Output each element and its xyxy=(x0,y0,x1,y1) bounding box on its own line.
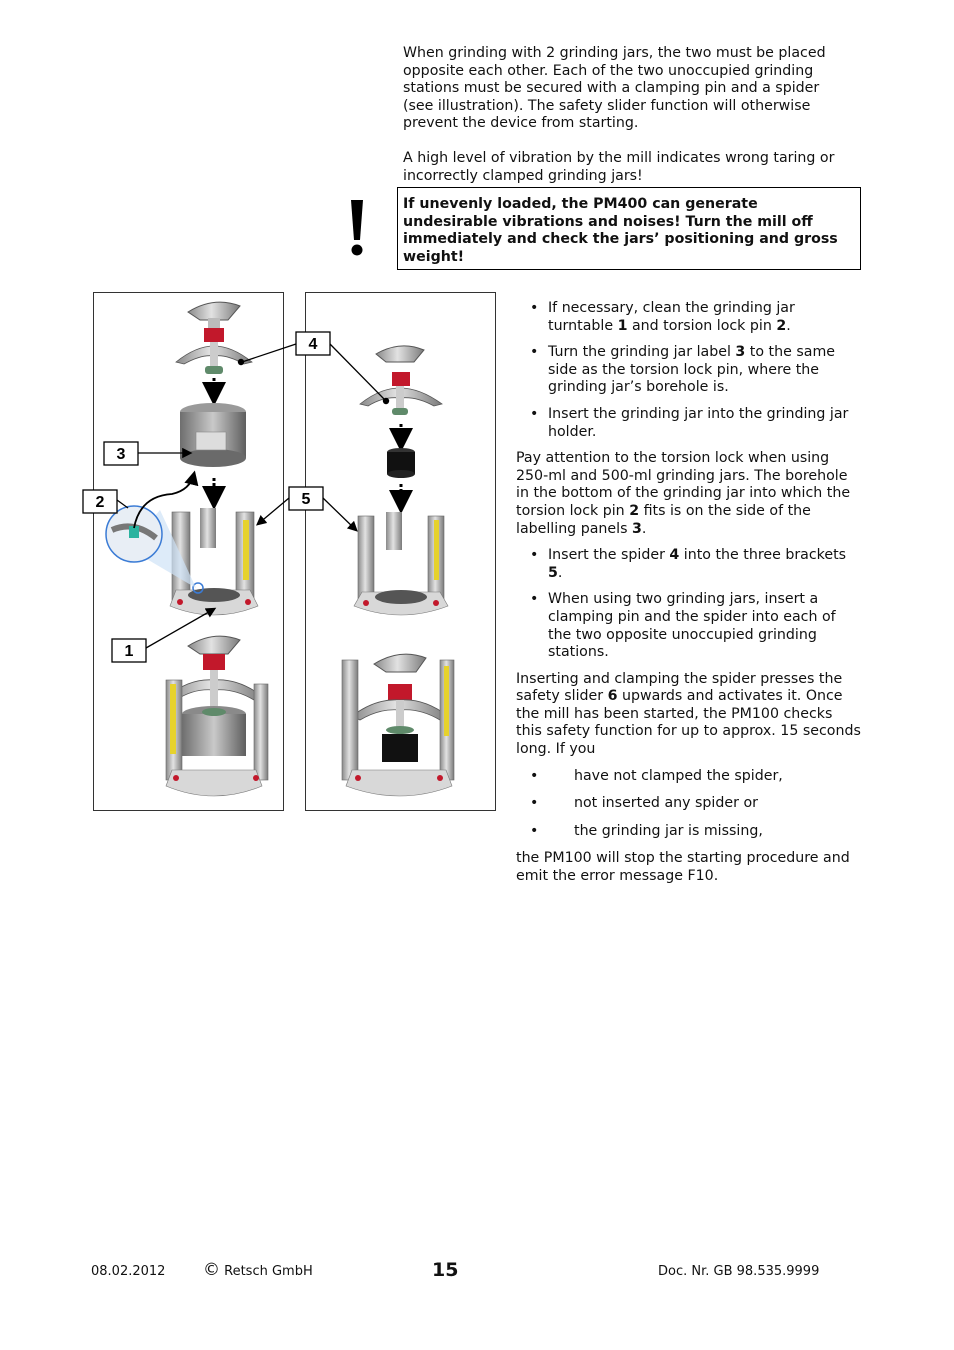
error-paragraph: the PM100 will stop the starting procedure and emit the error message F10. xyxy=(516,850,850,885)
grinding-jar-left xyxy=(180,403,246,467)
ref-2: 2 xyxy=(629,502,640,519)
list-item xyxy=(516,591,861,661)
ref-5: 5 xyxy=(548,564,558,581)
instructions-column xyxy=(516,300,861,895)
bullet-1-text-a: If necessary, clean the grinding jar turntable xyxy=(548,300,795,334)
footer-doc-number: Doc. Nr. GB 98.535.9999 xyxy=(658,1264,820,1279)
condition-3: the grinding jar is missing, xyxy=(574,822,763,839)
bullet-glyph: • xyxy=(530,547,539,564)
torsion-lock-paragraph: Pay attention to the torsion lock when using 250-ml and 500-ml grinding jars. The borehole in the bottom of the grinding jar into which the torsion lock pin 2 fits is on the side of the labelling panels 3. xyxy=(516,450,851,537)
copyright-symbol: © xyxy=(203,1260,220,1280)
ref-3: 3 xyxy=(631,520,642,537)
ref-3: 3 xyxy=(735,344,746,361)
callout-3 xyxy=(104,442,190,465)
bullet-glyph: • xyxy=(530,300,539,316)
adapter-plug-right xyxy=(387,448,415,478)
bullet-glyph: • xyxy=(530,822,539,839)
bullet-3-text: Insert the grinding jar into the grinding jar holder. xyxy=(548,405,849,440)
intro-paragraph-1: When grinding with 2 grinding jars, the two must be placed opposite each other. Each of the two unoccupied grinding stations must be secured with a clamping pin and a spider (see illustration). The safety slider function will otherwise prevent the device from starting. xyxy=(403,45,826,132)
footer-date: 08.02.2012 xyxy=(91,1264,166,1279)
callout-1 xyxy=(112,609,214,662)
list-item xyxy=(516,823,861,841)
bullet-glyph: • xyxy=(530,405,539,422)
list-item xyxy=(516,344,861,397)
callout-1-label: 1 xyxy=(124,643,134,660)
list-item xyxy=(516,768,861,786)
list-item xyxy=(516,300,861,335)
ref-6: 6 xyxy=(607,688,618,705)
page-number: 15 xyxy=(432,1259,459,1281)
jar-holder-right xyxy=(354,512,448,615)
bullet-1-text-c: and torsion lock pin xyxy=(627,317,777,334)
callout-5 xyxy=(258,487,356,530)
condition-2: not inserted any spider or xyxy=(574,795,758,812)
intro-paragraph-2: A high level of vibration by the mill indicates wrong taring or incorrectly clamped grinding jars! xyxy=(403,149,835,184)
bullet-glyph: • xyxy=(530,767,539,784)
warning-text: If unevenly loaded, the PM400 can generate undesirable vibrations and noises! Turn the mill off immediately and check the jars’ positioning and gross weight! xyxy=(403,196,838,265)
clamping-pin-right xyxy=(360,346,442,415)
bullet-1-text-d: . xyxy=(786,317,791,334)
condition-1: have not clamped the spider, xyxy=(574,767,783,784)
list-item xyxy=(516,406,861,441)
footer-company: Retsch GmbH xyxy=(224,1264,313,1279)
assembled-station-left xyxy=(166,636,268,796)
callout-4 xyxy=(238,332,389,404)
callout-5-label: 5 xyxy=(301,491,311,508)
ref-1: 1 xyxy=(617,317,628,334)
footer-copyright xyxy=(203,1260,313,1280)
callout-4-label: 4 xyxy=(308,336,318,353)
callout-3-label: 3 xyxy=(116,446,126,463)
bullet-2-text-c: to the same side as the torsion lock pin, where the grinding jar’s borehole is. xyxy=(548,344,835,396)
ref-4: 4 xyxy=(669,547,680,564)
bullet-glyph: • xyxy=(530,795,539,812)
safety-slider-paragraph: Inserting and clamping the spider presses the safety slider 6 upwards and activates it. Once the mill has been started, the PM100 checks this safety function for up to approx. 15 seconds long. If you xyxy=(516,670,861,758)
list-item: • Insert the spider 4 into the three brackets 5. xyxy=(530,547,847,581)
assembled-station-right xyxy=(342,654,454,796)
callout-2-label: 2 xyxy=(95,494,105,511)
bullet-glyph: • xyxy=(530,344,539,361)
bullet-2-text-a: Turn the grinding jar label xyxy=(548,344,736,361)
ref-2: 2 xyxy=(776,317,787,334)
list-item xyxy=(516,795,861,813)
bullet-glyph: • xyxy=(530,591,539,608)
bullet-5-text: When using two grinding jars, insert a clamping pin and the spider into each of the two opposite unoccupied grinding stations. xyxy=(548,591,836,661)
